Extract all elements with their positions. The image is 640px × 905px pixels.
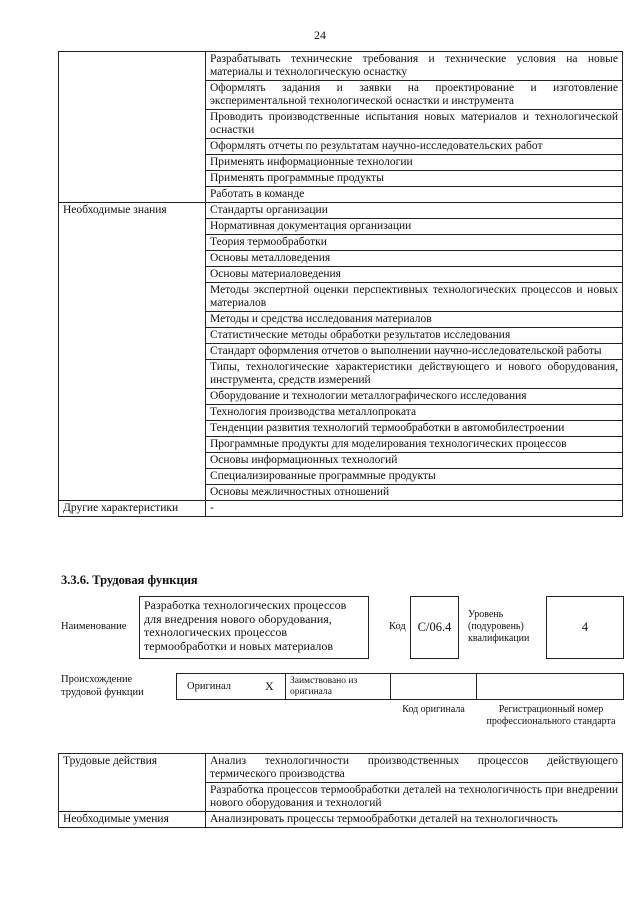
list-item: Анализ технологичности производственных процессов действующего термического производства [206, 754, 623, 783]
borrowed-cell: Заимствовано из оригинала [285, 673, 391, 700]
table-row [59, 203, 623, 219]
function-code: С/06.4 [410, 596, 459, 659]
list-item: Оформлять задания и заявки на проектирование и изготовление экспериментальной технологической оснастки и инструмента [206, 81, 623, 110]
list-item: - [206, 501, 623, 517]
list-item: Основы информационных технологий [206, 453, 623, 469]
row-label: Необходимые умения [59, 812, 206, 828]
row-label [59, 52, 206, 203]
list-item: Типы, технологические характеристики действующего и нового оборудования, инструмента, средств измерений [206, 360, 623, 389]
list-item: Основы металловедения [206, 251, 623, 267]
page-number: 24 [314, 28, 326, 42]
original-cell [176, 673, 286, 700]
list-item: Стандарт оформления отчетов о выполнении научно-исследовательской работы [206, 344, 623, 360]
list-item: Работать в команде [206, 187, 623, 203]
list-item: Применять программные продукты [206, 171, 623, 187]
list-item: Специализированные программные продукты [206, 469, 623, 485]
list-item: Методы и средства исследования материалов [206, 312, 623, 328]
list-item: Технология производства металлопроката [206, 405, 623, 421]
original-code-cell [390, 673, 477, 700]
origin-label: Происхождение трудовой функции [61, 674, 144, 698]
table-row [59, 52, 623, 81]
list-item: Статистические методы обработки результатов исследования [206, 328, 623, 344]
row-label: Трудовые действия [59, 754, 206, 812]
list-item: Проводить производственные испытания новых материалов и технологической оснастки [206, 110, 623, 139]
list-item: Анализировать процессы термообработки деталей на технологичность [206, 812, 623, 828]
table-row [59, 501, 623, 517]
name-label: Наименование [61, 621, 127, 632]
actions-table [58, 753, 623, 828]
list-item: Применять информационные технологии [206, 155, 623, 171]
original-code-caption: Код оригинала [402, 704, 465, 715]
list-item: Методы экспертной оценки перспективных технологических процессов и новых материалов [206, 283, 623, 312]
list-item: Теория термообработки [206, 235, 623, 251]
list-item: Нормативная документация организации [206, 219, 623, 235]
reg-number-caption: Регистрационный номер профессионального стандарта [486, 704, 616, 727]
row-label: Необходимые знания [59, 203, 206, 501]
original-label: Оригинал [187, 681, 231, 692]
list-item: Тенденции развития технологий термообработки в автомобилестроении [206, 421, 623, 437]
list-item: Программные продукты для моделирования технологических процессов [206, 437, 623, 453]
table-row [59, 812, 623, 828]
section-title: 3.3.6. Трудовая функция [61, 573, 198, 587]
list-item: Оборудование и технологии металлографического исследования [206, 389, 623, 405]
list-item: Оформлять отчеты по результатам научно-исследовательских работ [206, 139, 623, 155]
list-item: Основы материаловедения [206, 267, 623, 283]
row-label: Другие характеристики [59, 501, 206, 517]
list-item: Основы межличностных отношений [206, 485, 623, 501]
list-item: Стандарты организации [206, 203, 623, 219]
code-label: Код [389, 621, 406, 632]
list-item: Разработка процессов термообработки деталей на технологичность при внедрении нового оборудования и технологий [206, 783, 623, 812]
table-row [59, 754, 623, 783]
knowledge-table [58, 51, 623, 517]
function-level: 4 [546, 596, 624, 659]
level-label: Уровень (подуровень) квалификации [468, 609, 530, 644]
function-name: Разработка технологических процессов для внедрения нового оборудования, технологических процессов термообработки и новых материалов [139, 596, 369, 659]
list-item: Разрабатывать технические требования и технические условия на новые материалы и технологическую оснастку [206, 52, 623, 81]
original-mark: X [265, 679, 274, 693]
reg-number-cell [476, 673, 624, 700]
